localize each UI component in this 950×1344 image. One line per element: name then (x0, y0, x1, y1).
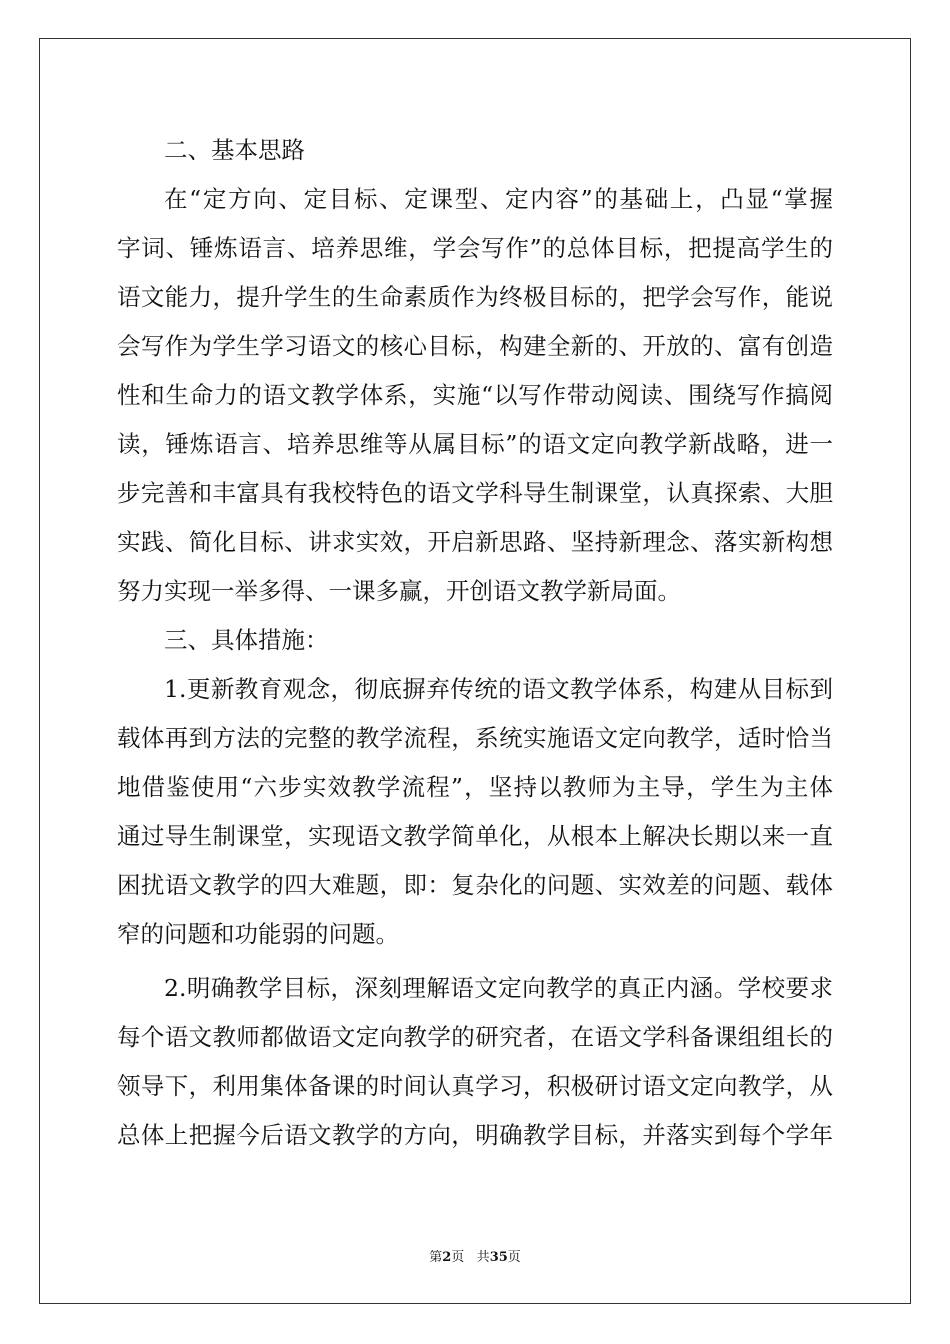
text-line: 读，锤炼语言、培养思维等从属目标”的语文定向教学新战略，进一 (117, 430, 833, 458)
page-footer (0, 1246, 950, 1265)
section-heading-specific-measures: 三、具体措施： (164, 626, 329, 654)
total-label-prefix: 共 (476, 1250, 490, 1265)
text-line: 在“定方向、定目标、定课型、定内容”的基础上，凸显“掌握 (164, 185, 833, 213)
total-label-suffix: 页 (507, 1250, 521, 1265)
text-line: 实践、简化目标、讲求实效，开启新思路、坚持新理念、落实新构想 (117, 528, 833, 556)
text-line: 1.更新教育观念，彻底摒弃传统的语文教学体系，构建从目标到 (164, 675, 833, 703)
text-line: 总体上把握今后语文教学的方向，明确教学目标，并落实到每个学年 (117, 1121, 833, 1149)
text-line: 2.明确教学目标，深刻理解语文定向教学的真正内涵。学校要求 (164, 974, 833, 1002)
text-line: 步完善和丰富具有我校特色的语文学科导生制课堂，认真探索、大胆 (117, 479, 833, 507)
text-line: 语文能力，提升学生的生命素质作为终极目标的，把学会写作，能说 (117, 283, 833, 311)
text-line: 会写作为学生学习语文的核心目标，构建全新的、开放的、富有创造 (117, 332, 833, 360)
paragraph-measure-1 (117, 665, 833, 959)
page-total-number: 35 (489, 1250, 508, 1265)
page-label-prefix: 第 (429, 1250, 443, 1265)
text-line: 领导下，利用集体备课的时间认真学习，积极研讨语文定向教学，从 (117, 1072, 833, 1100)
text-line: 性和生命力的语文教学体系，实施“以写作带动阅读、围绕写作搞阅 (117, 381, 833, 409)
text-line: 窄的问题和功能弱的问题。 (117, 920, 399, 948)
text-line: 每个语文教师都做语文定向教学的研究者，在语文学科备课组组长的 (117, 1023, 833, 1051)
page-label-suffix: 页 (451, 1250, 465, 1265)
text-line: 通过导生制课堂，实现语文教学简单化，从根本上解决长期以来一直 (117, 822, 833, 850)
text-line: 地借鉴使用“六步实效教学流程”，坚持以教师为主导，学生为主体 (117, 773, 833, 801)
paragraph-basic-approach (117, 175, 833, 616)
text-line: 载体再到方法的完整的教学流程，系统实施语文定向教学，适时恰当 (117, 724, 833, 752)
paragraph-measure-2 (117, 964, 833, 1160)
text-line: 努力实现一举多得、一课多赢，开创语文教学新局面。 (117, 577, 681, 605)
text-line: 字词、锤炼语言、培养思维，学会写作”的总体目标，把提高学生的 (117, 234, 833, 262)
text-line: 困扰语文教学的四大难题，即：复杂化的问题、实效差的问题、载体 (117, 871, 833, 899)
document-body (117, 126, 833, 1160)
section-heading-basic-approach: 二、基本思路 (164, 136, 305, 164)
page-current-number: 2 (442, 1250, 452, 1265)
